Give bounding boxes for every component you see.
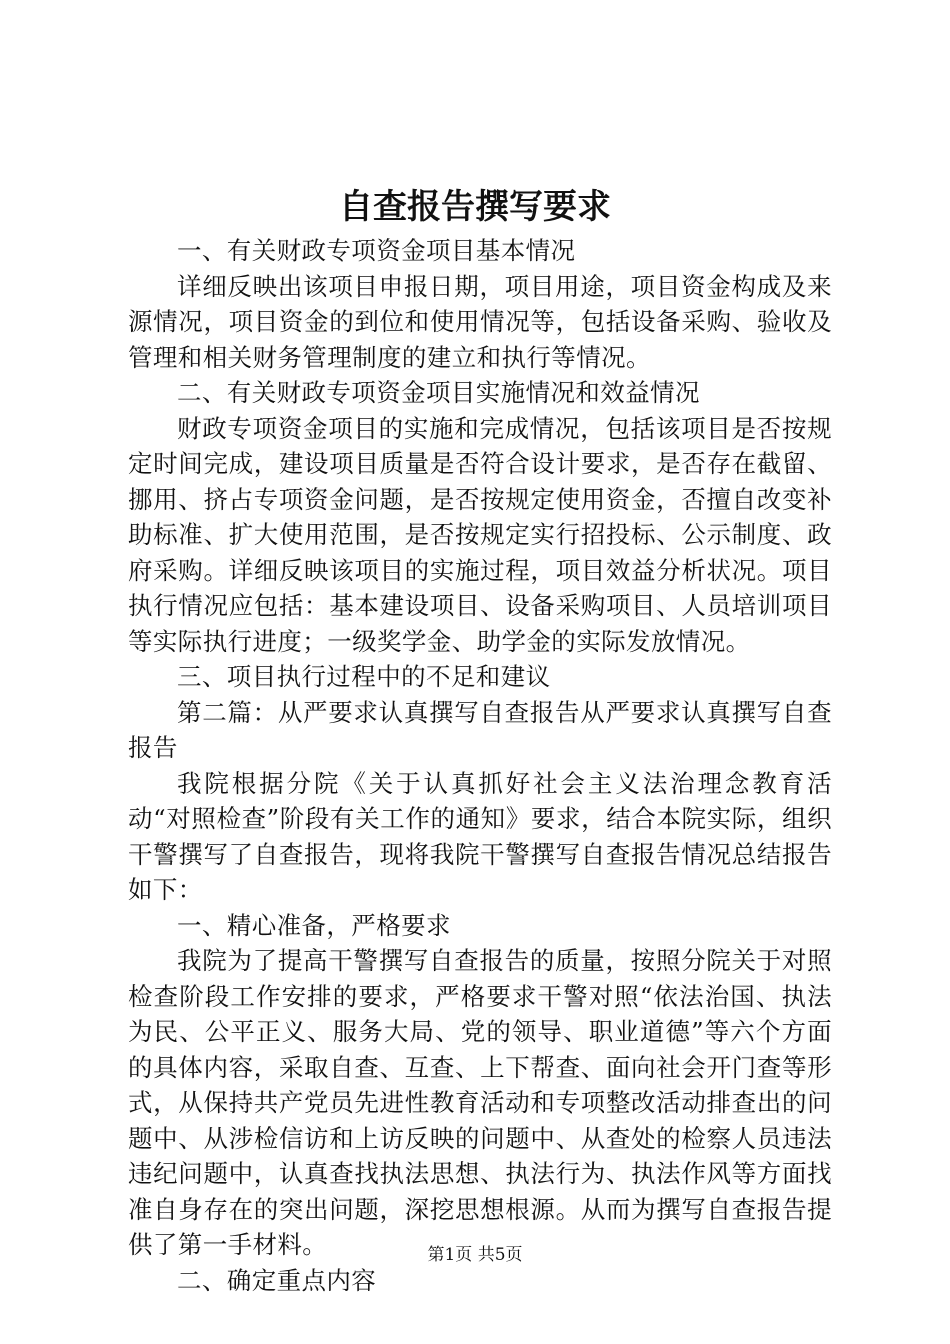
heading-section-2: 二、有关财政专项资金项目实施情况和效益情况	[177, 378, 700, 407]
paragraph-intro: 我院根据分院《关于认真抓好社会主义法治理念教育活动“对照检查”阶段有关工作的通知》要求，结合本院实际，组织干警撰写了自查报告，现将我院干警撰写自查报告情况总结报告如下：	[128, 768, 832, 904]
heading-preparation: 一、精心准备，严格要求	[177, 910, 451, 940]
heading-part-two: 第二篇：从严要求认真撰写自查报告从严要求认真撰写自查报告	[128, 697, 832, 762]
paragraph-preparation: 我院为了提高干警撰写自查报告的质量，按照分院关于对照检查阶段工作安排的要求，严格要求干警对照“依法治国、执法为民、公平正义、服务大局、党的领导、职业道德”等六个方面的具体内容，采取自查、互查、上下帮查、面向社会开门查等形式，从保持共产党员先进性教育活动和专项整改活动排查出的问题中、从涉检信访和上访反映的问题中、从查处的检察人员违法违纪问题中，认真查找执法思想、执法行为、执法作风等方面找准自身存在的突出问题，深挖思想根源。从而为撰写自查报告提供了第一手材料。	[128, 946, 832, 1259]
paragraph-implementation: 财政专项资金项目的实施和完成情况，包括该项目是否按规定时间完成，建设项目质量是否符合设计要求，是否存在截留、挪用、挤占专项资金问题，是否按规定使用资金，否擅自改变补助标准、扩大使用范围，是否按规定实行招投标、公示制度、政府采购。详细反映该项目的实施过程，项目效益分析状况。项目执行情况应包括：基本建设项目、设备采购项目、人员培训项目等实际执行进度；一级奖学金、助学金的实际发放情况。	[128, 413, 832, 656]
heading-key-content: 二、确定重点内容	[177, 1265, 377, 1295]
document-body	[128, 233, 832, 1298]
document-title: 自查报告撰写要求	[339, 187, 611, 227]
heading-section-3: 三、项目执行过程中的不足和建议	[177, 662, 551, 691]
heading-section-1: 一、有关财政专项资金项目基本情况	[177, 236, 576, 265]
page-footer: 第1页 共5页	[427, 1245, 523, 1265]
paragraph-project-basics: 详细反映出该项目申报日期，项目用途，项目资金构成及来源情况，项目资金的到位和使用情况等，包括设备采购、验收及管理和相关财务管理制度的建立和执行等情况。	[128, 271, 832, 372]
